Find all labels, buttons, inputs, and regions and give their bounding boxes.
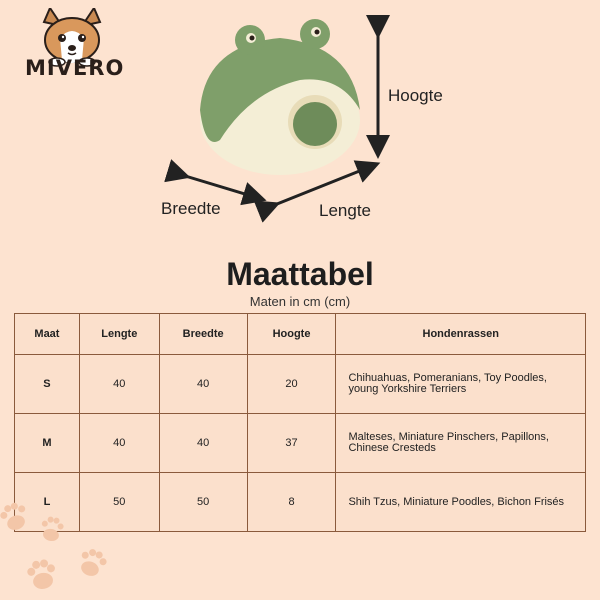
paw-icon [0,500,109,592]
paw-prints-decoration [0,495,120,600]
header-hondenrassen: Hondenrassen [336,314,586,355]
width-label: Breedte [161,199,221,218]
cell-lengte: 40 [79,355,159,414]
cell-maat: L [15,473,80,532]
header-hoogte: Hoogte [247,314,336,355]
cell-hoogte: 37 [247,414,336,473]
cell-rassen: Chihuahuas, Pomeranians, Toy Poodles, young Yorkshire Terriers [336,355,586,414]
cell-hoogte: 8 [247,473,336,532]
size-table-title: Maattabel [226,256,374,292]
size-table-subtitle: Maten in cm (cm) [249,294,351,309]
cell-breedte: 40 [159,414,247,473]
frog-cave-bed [200,19,360,175]
cell-rassen: Shih Tzus, Miniature Poodles, Bichon Frisés [336,473,586,532]
cell-hoogte: 20 [247,355,336,414]
header-maat: Maat [15,314,80,355]
product-illustration [0,0,600,240]
length-label: Lengte [319,201,371,220]
header-lengte: Lengte [79,314,159,355]
width-arrow [182,175,258,198]
table-header-row [15,314,586,355]
brand-name: MIVERO [25,56,125,80]
table-row [15,414,586,473]
cell-breedte: 50 [159,473,247,532]
cell-lengte: 40 [79,414,159,473]
cell-rassen: Malteses, Miniature Pinschers, Papillons, Chinese Cresteds [336,414,586,473]
cell-lengte: 50 [79,473,159,532]
cell-breedte: 40 [159,355,247,414]
cell-maat: S [15,355,80,414]
table-row [15,355,586,414]
height-label: Hoogte [388,86,443,105]
cell-maat: M [15,414,80,473]
header-breedte: Breedte [159,314,247,355]
